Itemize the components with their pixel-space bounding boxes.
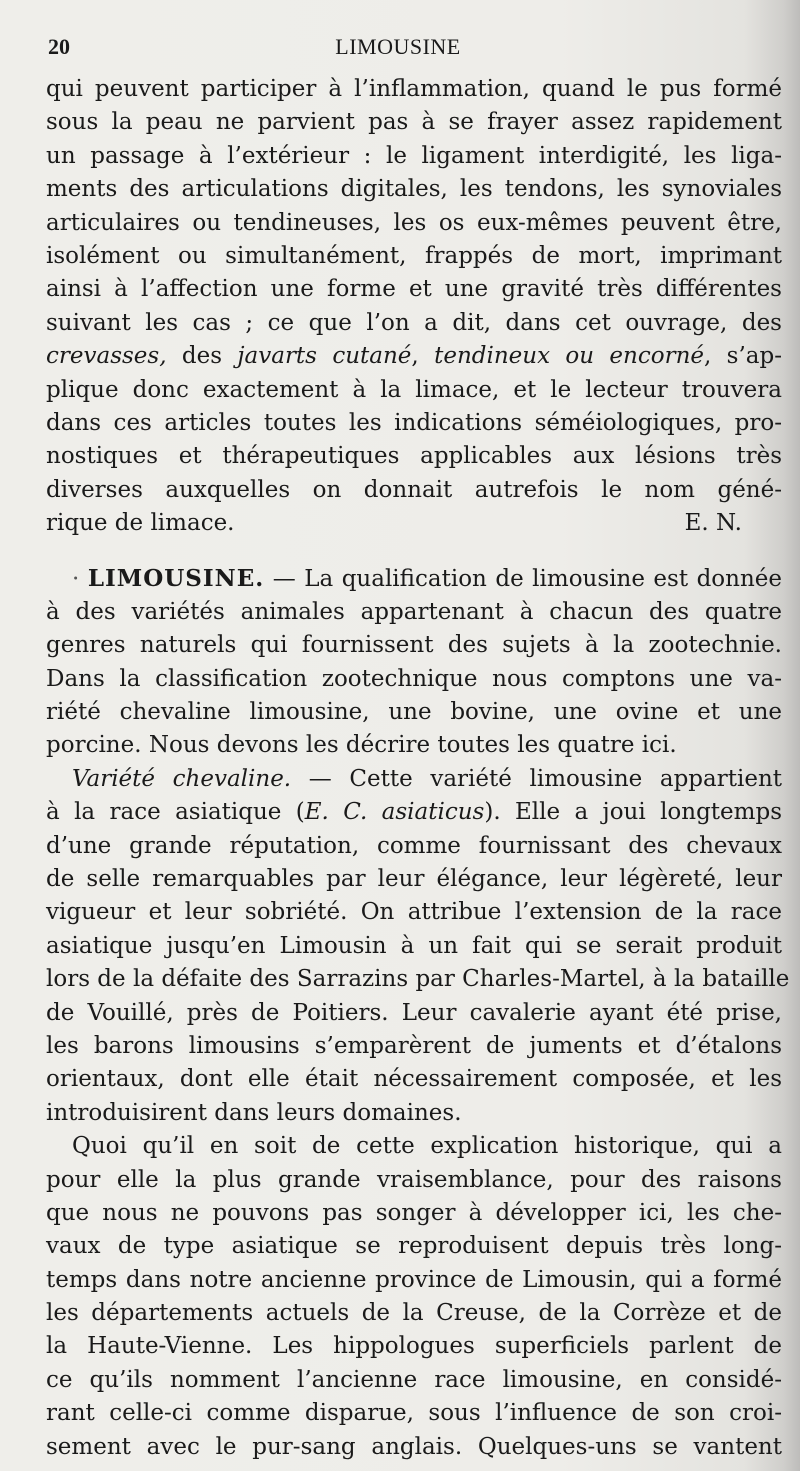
subsection-heading: Variété chevaline.	[72, 765, 292, 792]
entry-separator	[46, 540, 782, 562]
italic-term: crevasses,	[46, 343, 167, 370]
text-run: ). Elle a joui longtemps	[484, 799, 783, 826]
text-line: rant celle-ci comme disparue, sous l’influence de son croi-	[46, 1400, 782, 1427]
text-line: d’une grande réputation, comme fournissant des chevaux	[46, 832, 782, 859]
text-run: à la race asiatique (	[46, 799, 305, 826]
text-line: un passage à l’extérieur : le ligament interdigité, les liga-	[46, 142, 782, 169]
text-line: genres naturels qui fournissent des sujets à la zootechnie.	[46, 632, 782, 659]
text-run: — Cette variété limousine appartient	[291, 765, 783, 792]
text-line: de selle remarquables par leur élégance, leur légèreté, leur	[46, 865, 782, 892]
text-line	[46, 763, 782, 796]
text-line: introduisirent dans leurs domaines.	[46, 1099, 462, 1126]
entry-heading: LIMOUSINE.	[87, 565, 265, 593]
text-line	[46, 340, 782, 373]
text-line: Quoi qu’il en soit de cette explication historique, qui a	[72, 1133, 782, 1160]
text-run: , s’ap-	[704, 343, 782, 370]
text-line: isolément ou simultanément, frappés de mort, imprimant	[46, 242, 782, 269]
text-line: ainsi à l’affection une forme et une gravité très différentes	[46, 276, 782, 303]
text-line: sement avec le pur-sang anglais. Quelques-uns se vantent	[46, 1433, 782, 1460]
text-line	[46, 796, 782, 829]
running-title: LIMOUSINE	[335, 34, 461, 59]
text-line: ce qu’ils nomment l’ancienne race limousine, en considé-	[46, 1366, 782, 1393]
text-line: suivant les cas ; ce que l’on a dit, dans cet ouvrage, des	[46, 309, 782, 336]
italic-term: tendineux ou encorné	[434, 343, 704, 370]
text-line: la Haute-Vienne. Les hippologues superficiels parlent de	[46, 1333, 782, 1360]
italic-term: E. C. asiaticus	[304, 799, 485, 826]
text-line: ments des articulations digitales, les tendons, les synoviales	[46, 176, 782, 203]
margin-mark: ·	[72, 566, 80, 593]
body-text	[46, 73, 790, 1464]
text-line: vaux de type asiatique se reproduisent depuis très long-	[46, 1233, 782, 1260]
page-number: 20	[48, 34, 70, 59]
text-line: qui peuvent participer à l’inflammation, quand le pus formé	[46, 76, 782, 102]
text-line: riété chevaline limousine, une bovine, une ovine et une	[46, 699, 782, 726]
text-line: nostiques et thérapeutiques applicables aux lésions très	[46, 443, 782, 470]
text-line: sous la peau ne parvient pas à se frayer assez rapidement	[46, 109, 782, 136]
text-line: que nous ne pouvons pas songer à développer ici, les che-	[46, 1199, 782, 1226]
text-line: articulaires ou tendineuses, les os eux-mêmes peuvent être,	[46, 209, 782, 236]
text-line: orientaux, dont elle était nécessairement composée, et les	[46, 1066, 782, 1093]
text-line: plique donc exactement à la limace, et le lecteur trouvera	[46, 376, 782, 403]
page-header	[48, 30, 748, 64]
text-line: asiatique jusqu’en Limousin à un fait qui se serait produit	[46, 932, 782, 959]
text-line: dans ces articles toutes les indications séméiologiques, pro-	[46, 409, 782, 436]
italic-term: javarts cutané	[237, 343, 412, 370]
text-run: rique de limace.	[46, 510, 235, 537]
text-run: des	[166, 343, 238, 370]
text-line: Dans la classification zootechnique nous comptons une va-	[46, 665, 782, 692]
text-line	[46, 562, 782, 595]
author-signature: E. N.	[684, 510, 742, 537]
text-line: diverses auxquelles on donnait autrefois le nom géné-	[46, 476, 782, 503]
text-run: ,	[411, 343, 435, 370]
text-line: porcine. Nous devons les décrire toutes les quatre ici.	[46, 732, 677, 759]
text-line	[46, 507, 782, 540]
text-line: de Vouillé, près de Poitiers. Leur cavalerie ayant été prise,	[46, 999, 782, 1026]
text-line: les barons limousins s’emparèrent de juments et d’étalons	[46, 1032, 782, 1059]
text-line: temps dans notre ancienne province de Limousin, qui a formé	[46, 1266, 782, 1293]
text-line: vigueur et leur sobriété. On attribue l’extension de la race	[46, 899, 782, 926]
text-line: à des variétés animales appartenant à chacun des quatre	[46, 598, 782, 625]
text-line: lors de la défaite des Sarrazins par Charles-Martel, à la bataille	[46, 966, 790, 993]
text-line: les départements actuels de la Creuse, de la Corrèze et de	[46, 1300, 782, 1327]
text-line: pour elle la plus grande vraisemblance, pour des raisons	[46, 1166, 782, 1193]
text-run: — La qualification de limousine est donnée	[264, 566, 782, 593]
